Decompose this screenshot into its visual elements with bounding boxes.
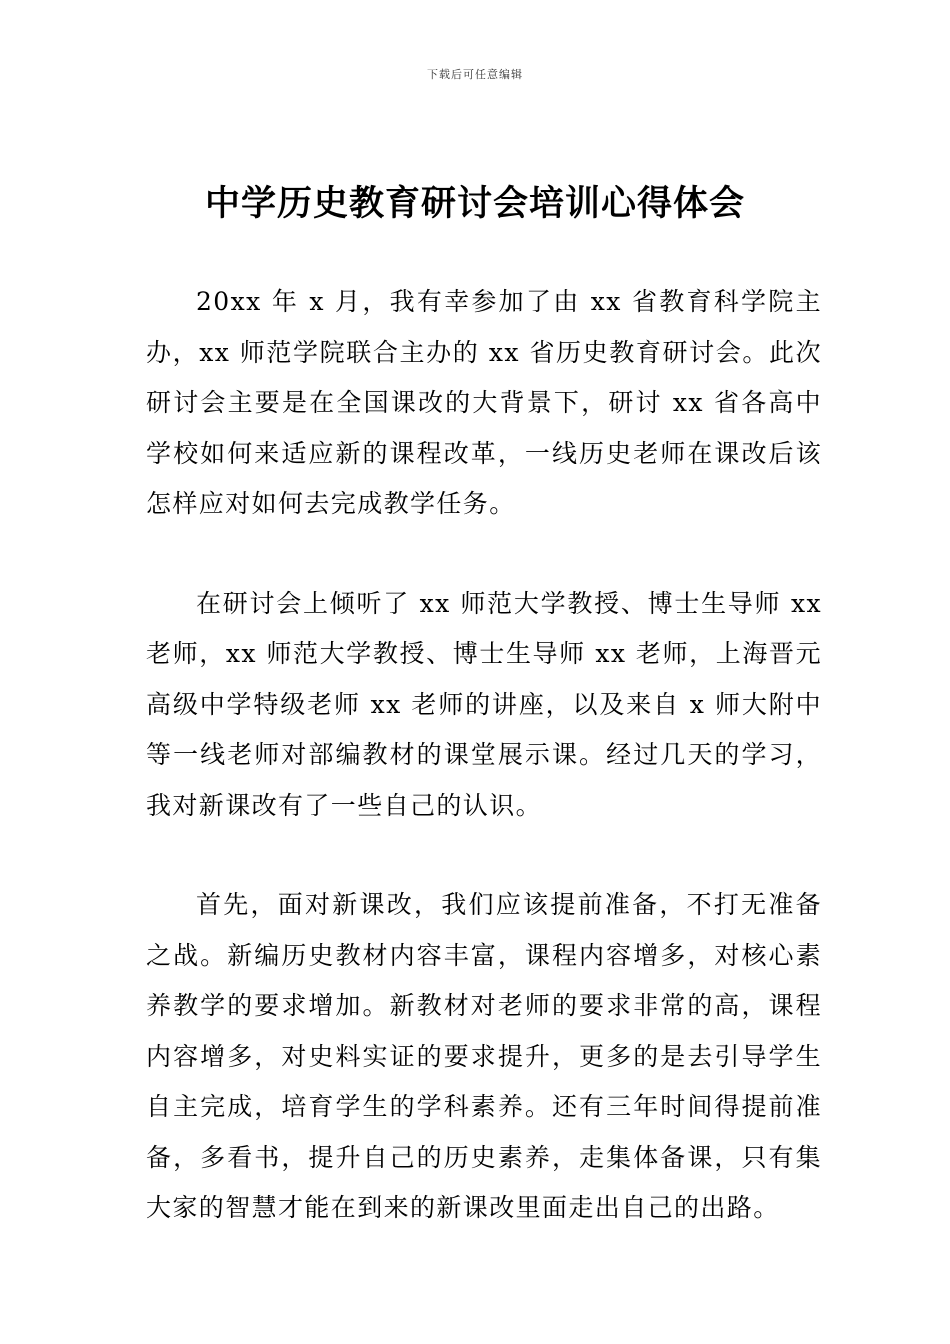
document-title: 中学历史教育研讨会培训心得体会 (204, 184, 745, 224)
paragraph-2: 在研讨会上倾听了 xx 师范大学教授、博士生导师 xx 老师，xx 师范大学教授、博士生导师 xx 老师，上海晋元高级中学特级老师 xx 老师的讲座，以及来自 x 师大附中等一线老师对部编教材的课堂展示课。经过几天的学习，我对新课改有了一些自己的认识。 (146, 588, 822, 820)
header-note: 下载后可任意编辑 (427, 68, 523, 81)
paragraph-1: 20xx 年 x 月，我有幸参加了由 xx 省教育科学院主办，xx 师范学院联合主办的 xx 省历史教育研讨会。此次研讨会主要是在全国课改的大背景下，研讨 xx 省各高中学校如何来适应新的课程改革，一线历史老师在课改后该怎样应对如何去完成教学任务。 (146, 287, 822, 518)
document-body (146, 277, 822, 1283)
paragraph-3: 首先，面对新课改，我们应该提前准备，不打无准备之战。新编历史教材内容丰富，课程内容增多，对核心素养教学的要求增加。新教材对老师的要求非常的高，课程内容增多，对史料实证的要求提升，更多的是去引导学生自主完成，培育学生的学科素养。还有三年时间得提前准备，多看书，提升自己的历史素养，走集体备课，只有集大家的智慧才能在到来的新课改里面走出自己的出路。 (146, 890, 822, 1222)
